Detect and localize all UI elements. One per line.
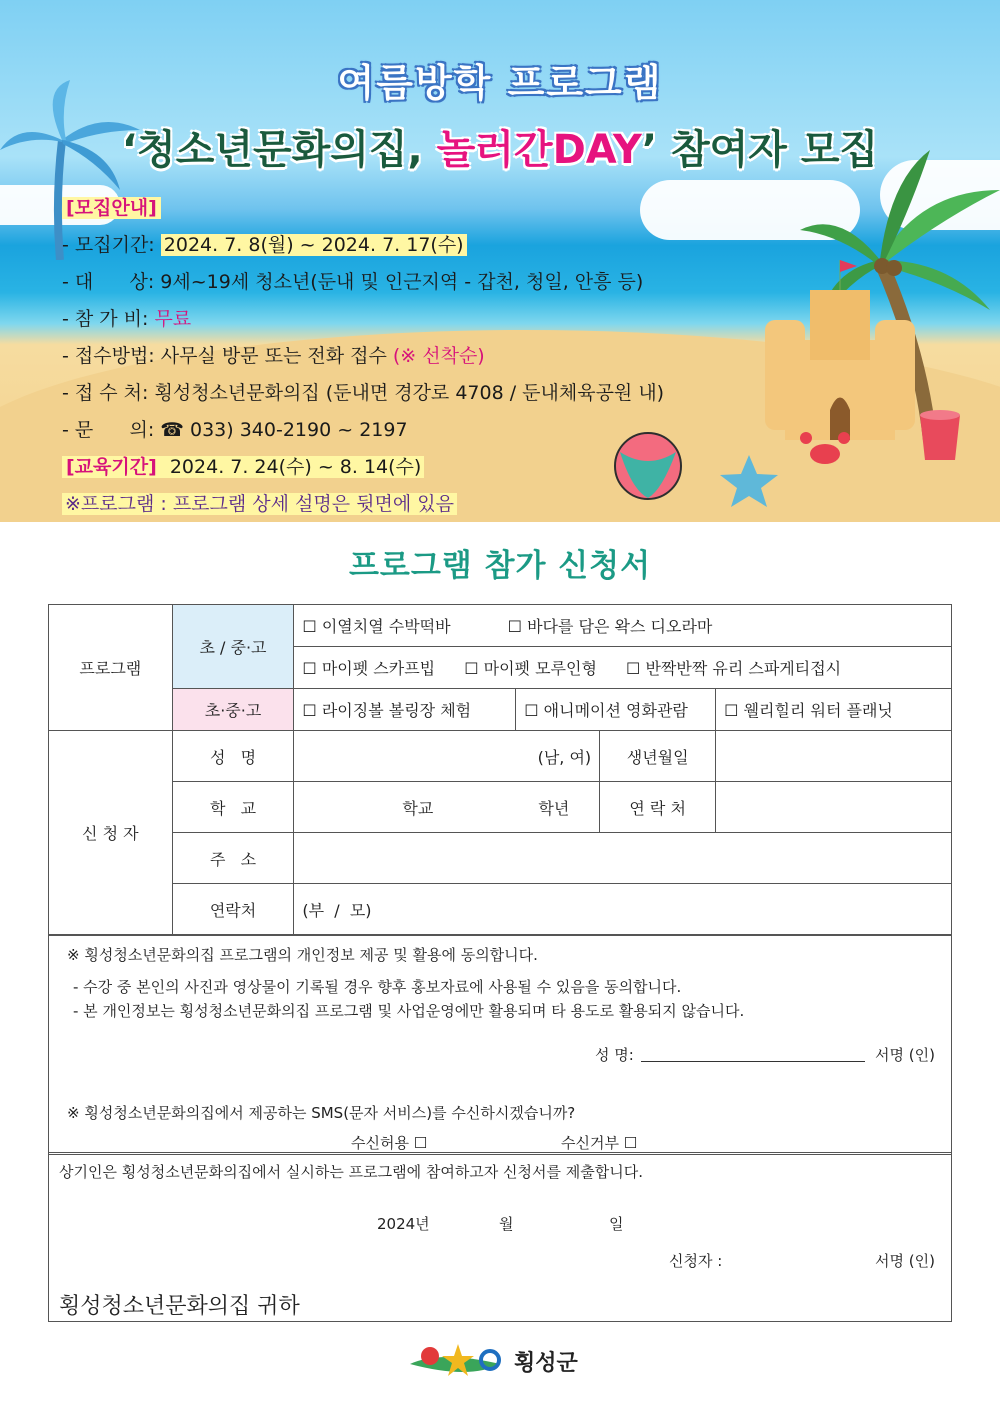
form-title: 프로그램 참가 신청서 — [348, 548, 652, 584]
consent-sign-suffix: 서명 (인) — [875, 1046, 935, 1064]
program-label: 프로그램 — [49, 605, 173, 731]
program-checkbox-water-planet[interactable]: ☐ 웰리힐리 워터 플래닛 — [716, 689, 952, 731]
sand-castle-icon — [765, 250, 915, 450]
consent-heading: ※ 횡성청소년문화의집 프로그램의 개인정보 제공 및 활용에 동의합니다. — [67, 946, 538, 964]
school-text: 학교 — [402, 798, 434, 818]
recruit-info — [62, 190, 664, 522]
program-options-row1 — [294, 605, 952, 647]
fee-value: 무료 — [154, 308, 192, 330]
guardian-phone-label: 연락처 — [172, 884, 294, 935]
table-row — [49, 833, 952, 884]
date-day: 일 — [609, 1215, 624, 1233]
county-logo — [410, 1340, 610, 1380]
program-options-row2 — [294, 647, 952, 689]
method-label: - 접수방법: — [62, 345, 161, 367]
group1-label: 초 / 중·고 — [172, 605, 294, 689]
date-year: 2024년 — [377, 1215, 430, 1233]
consent-line1: - 수강 중 본인의 사진과 영상물이 기록될 경우 향후 홍보자료에 사용될 수 있음을 동의합니다. — [73, 978, 682, 996]
phone-field[interactable] — [716, 782, 952, 833]
method-value: 사무실 방문 또는 전화 접수 — [160, 345, 393, 367]
declaration-section — [48, 1152, 952, 1322]
contact-value: ☎ 033) 340-2190 ~ 2197 — [160, 419, 408, 441]
application-table — [48, 604, 952, 935]
program-checkbox-wax-diorama[interactable]: ☐ 바다를 담은 왁스 디오라마 — [507, 617, 713, 636]
date-month: 월 — [499, 1215, 514, 1233]
table-row — [49, 731, 952, 782]
consent-sign-label: 성 명: — [595, 1046, 634, 1064]
name-label: 성 명 — [172, 731, 294, 782]
program-checkbox-pet-doll[interactable]: ☐ 마이펫 모루인형 — [464, 659, 597, 678]
event-subtitle: 여름방학 프로그램 — [337, 61, 663, 105]
recruit-section-label: [모집안내] — [62, 197, 161, 219]
target-label: - 대 상: — [62, 271, 161, 293]
address-field[interactable] — [294, 833, 952, 884]
consent-sign-line[interactable] — [641, 1061, 865, 1062]
declaration-text: 상기인은 횡성청소년문화의집에서 실시하는 프로그램에 참여하고자 신청서를 제출합니다. — [59, 1163, 644, 1181]
program-checkbox-pet-scarf[interactable]: ☐ 마이펫 스카프빕 — [302, 659, 436, 678]
sms-question: ※ 횡성청소년문화의집에서 제공하는 SMS(문자 서비스)를 수신하시겠습니까? — [67, 1104, 576, 1122]
school-field[interactable] — [294, 782, 600, 833]
guardian-text: (부 / 모) — [302, 900, 372, 920]
edu-period-value: 2024. 7. 24(수) ~ 8. 14(수) — [161, 456, 425, 478]
county-emblem-icon — [410, 1340, 510, 1380]
event-title — [0, 118, 1000, 175]
name-field[interactable] — [294, 731, 600, 782]
phone-label: 연 락 처 — [600, 782, 716, 833]
grade-text: 학년 — [538, 798, 570, 818]
consent-line2: - 본 개인정보는 횡성청소년문화의집 프로그램 및 사업운영에만 활용되며 타 용도로 활용되지 않습니다. — [73, 1002, 745, 1020]
event-title-close: ’ 참여자 모집 — [641, 127, 879, 173]
program-checkbox-glass-plate[interactable]: ☐ 반짝반짝 유리 스파게티접시 — [626, 659, 842, 678]
sms-reject-checkbox[interactable]: 수신거부 ☐ — [561, 1134, 638, 1152]
target-value: 9세~19세 청소년(둔내 및 인근지역 - 갑천, 청일, 안흥 등) — [160, 271, 644, 293]
poster-banner — [0, 0, 1000, 522]
fee-label: - 참 가 비: — [62, 308, 155, 330]
contact-label: - 문 의: — [62, 419, 161, 441]
county-logo-text: 횡성군 — [514, 1351, 578, 1376]
addressee: 횡성청소년문화의집 귀하 — [59, 1294, 300, 1319]
applicant-label: 신 청 자 — [49, 731, 173, 935]
school-label: 학 교 — [172, 782, 294, 833]
address-label: 주 소 — [172, 833, 294, 884]
group2-label: 초·중·고 — [172, 689, 294, 731]
applicant-sign-label: 신청자 : — [669, 1252, 723, 1270]
method-note: (※ 선착순) — [392, 345, 485, 367]
program-note: ※프로그램 : 프로그램 상세 설명은 뒷면에 있음 — [62, 493, 457, 515]
period-label: - 모집기간: — [62, 234, 161, 256]
birth-label: 생년월일 — [600, 731, 716, 782]
table-row — [49, 605, 952, 647]
program-checkbox-watermelon[interactable]: ☐ 이열치열 수박떡바 — [302, 617, 451, 636]
program-checkbox-bowling[interactable]: ☐ 라이징볼 볼링장 체험 — [294, 689, 516, 731]
table-row — [49, 689, 952, 731]
starfish-icon — [718, 455, 780, 507]
table-row — [49, 884, 952, 935]
edu-period-label: [교육기간] — [62, 456, 161, 478]
place-label: - 접 수 처: — [62, 382, 155, 404]
event-title-highlight: 놀러간DAY — [436, 127, 642, 173]
crab-icon — [800, 428, 850, 468]
program-checkbox-movie[interactable]: ☐ 애니메이션 영화관람 — [516, 689, 716, 731]
gender-text: (남, 여) — [537, 747, 592, 767]
applicant-sign-suffix: 서명 (인) — [875, 1252, 935, 1270]
birth-field[interactable] — [716, 731, 952, 782]
place-value: 횡성청소년문화의집 (둔내면 경강로 4708 / 둔내체육공원 내) — [154, 382, 665, 404]
consent-section — [48, 935, 952, 1155]
bucket-icon — [915, 405, 965, 465]
event-title-open: ‘청소년문화의집, — [121, 127, 437, 173]
sms-accept-checkbox[interactable]: 수신허용 ☐ — [351, 1134, 428, 1152]
period-value: 2024. 7. 8(월) ~ 2024. 7. 17(수) — [161, 234, 467, 256]
table-row — [49, 782, 952, 833]
guardian-phone-field[interactable] — [294, 884, 952, 935]
